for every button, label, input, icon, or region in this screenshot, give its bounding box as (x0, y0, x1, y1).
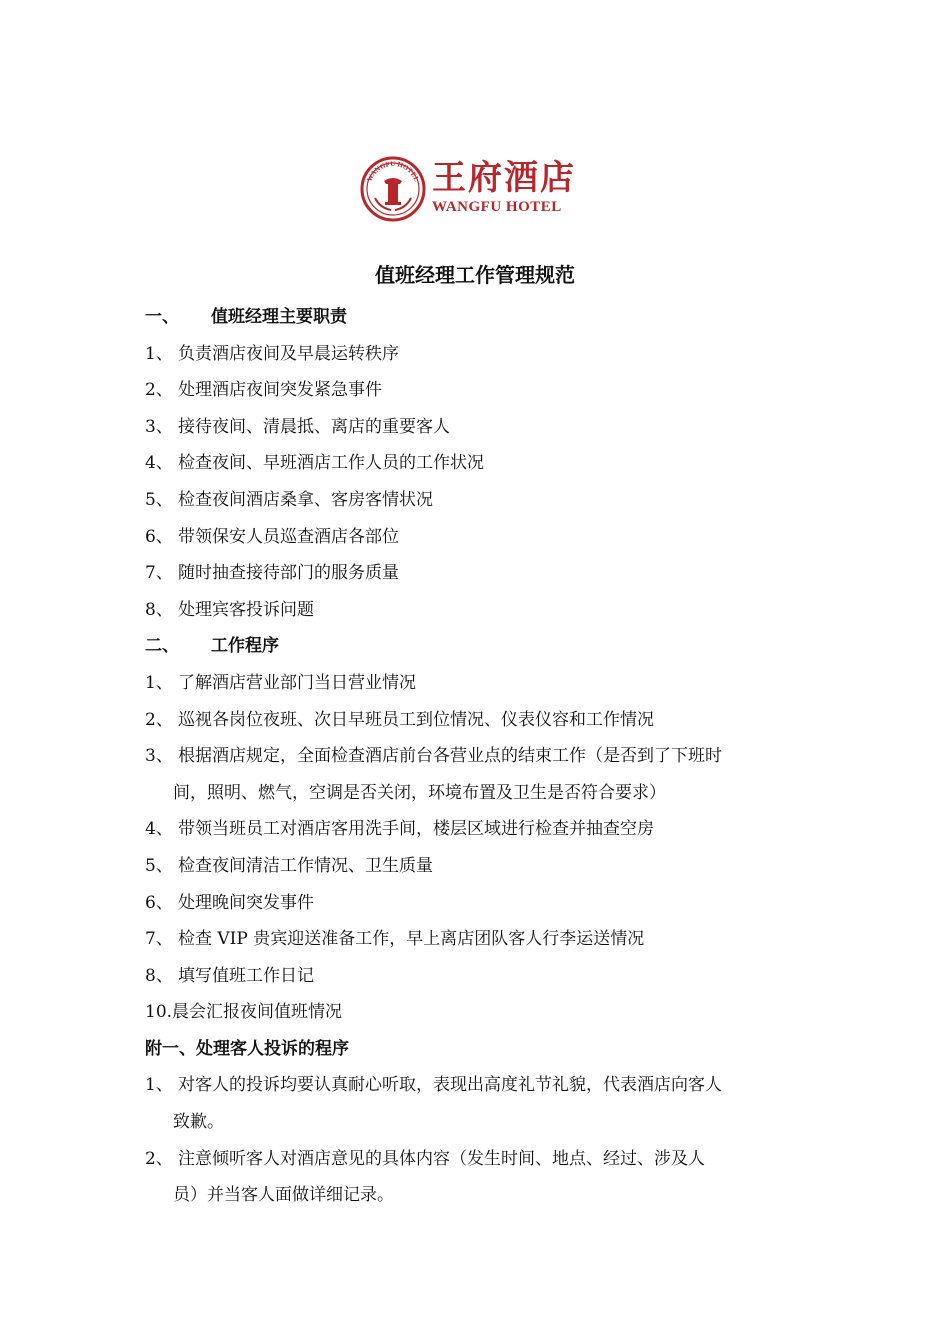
hotel-logo (360, 156, 590, 222)
list-item (145, 921, 810, 958)
item-text-continued: 间，照明、燃气，空调是否关闭，环境布置及卫生是否符合要求） (173, 782, 666, 803)
item-text: 根据酒店规定，全面检查酒店前台各营业点的结束工作（是否到了下班时 (178, 746, 722, 767)
list-item (145, 738, 810, 811)
seal-text: WANGFU HOTEL (365, 159, 421, 183)
item-number: 8、 (145, 965, 173, 986)
seal-emblem-icon (360, 156, 426, 222)
item-text: 处理宾客投诉问题 (178, 599, 314, 620)
item-number: 2、 (145, 1148, 173, 1169)
item-number: 3、 (145, 746, 173, 767)
item-text: 了解酒店营业部门当日营业情况 (178, 672, 416, 693)
item-text: 对客人的投诉均要认真耐心听取，表现出高度礼节礼貌，代表酒店向客人 (178, 1075, 722, 1096)
section-number: 一、 (145, 307, 179, 327)
item-text: 填写值班工作日记 (178, 965, 314, 986)
item-number: 7、 (145, 563, 173, 584)
item-number: 1、 (145, 343, 173, 364)
list-item (145, 1067, 810, 1140)
list-item (145, 519, 810, 556)
item-number: 6、 (145, 892, 173, 913)
appendix-heading: 附一、处理客人投诉的程序 (145, 1038, 349, 1059)
item-text: 检查夜间酒店桑拿、客房客情状况 (178, 489, 433, 510)
item-text: 带领保安人员巡查酒店各部位 (178, 526, 399, 547)
item-text: 处理酒店夜间突发紧急事件 (178, 380, 382, 401)
logo-chinese-name: 王府酒店 (432, 158, 576, 198)
item-text: 巡视各岗位夜班、次日早班员工到位情况、仪表仪容和工作情况 (178, 709, 654, 730)
item-text-continued: 致歉。 (173, 1112, 224, 1133)
list-item (145, 592, 810, 629)
list-item-first-line (145, 1067, 810, 1104)
item-number: 4、 (145, 453, 173, 474)
item-number: 1、 (145, 672, 173, 693)
item-number: 2、 (145, 380, 173, 401)
item-text: 检查夜间清洁工作情况、卫生质量 (178, 855, 433, 876)
list-item (145, 555, 810, 592)
item-text: 接待夜间、清晨抵、离店的重要客人 (178, 416, 450, 437)
logo-english-name: WANGFU HOTEL (432, 199, 562, 215)
item-text: 处理晚间突发事件 (178, 892, 314, 913)
item-number: 6、 (145, 526, 173, 547)
item-text: 带领当班员工对酒店客用洗手间，楼层区域进行检查并抽查空房 (178, 819, 654, 840)
item-text: 检查夜间、早班酒店工作人员的工作状况 (178, 453, 484, 474)
section-heading (145, 628, 810, 665)
list-item (145, 336, 810, 373)
item-number: 10. (145, 1002, 173, 1023)
section-number: 二、 (145, 636, 179, 657)
list-item (145, 372, 810, 409)
list-item (145, 482, 810, 519)
list-item (145, 409, 810, 446)
item-text: 负责酒店夜间及早晨运转秩序 (178, 343, 399, 364)
list-item (145, 958, 810, 995)
item-number: 1、 (145, 1075, 173, 1096)
section-heading (145, 299, 810, 336)
list-item (145, 885, 810, 922)
list-item (145, 848, 810, 885)
document-title: 值班经理工作管理规范 (375, 263, 575, 287)
document-body (145, 299, 810, 1214)
list-item (145, 1141, 810, 1214)
item-number: 2、 (145, 709, 173, 730)
section-label: 值班经理主要职责 (211, 307, 347, 327)
item-number: 5、 (145, 855, 173, 876)
item-text: 随时抽查接待部门的服务质量 (178, 563, 399, 584)
item-text: 晨会汇报夜间值班情况 (172, 1002, 343, 1023)
list-item (145, 994, 810, 1031)
list-item (145, 665, 810, 702)
list-item (145, 445, 810, 482)
item-text-continued: 员）并当客人面做详细记录。 (173, 1185, 394, 1206)
list-item-first-line (145, 1141, 810, 1178)
item-text: 注意倾听客人对酒店意见的具体内容（发生时间、地点、经过、涉及人 (178, 1148, 705, 1169)
item-number: 5、 (145, 489, 173, 510)
section-label: 工作程序 (211, 636, 279, 657)
item-text: 检查 VIP 贵宾迎送准备工作，早上离店团队客人行李运送情况 (178, 929, 645, 950)
item-number: 8、 (145, 599, 173, 620)
list-item (145, 702, 810, 739)
item-number: 7、 (145, 929, 173, 950)
list-item (145, 811, 810, 848)
item-number: 3、 (145, 416, 173, 437)
list-item-first-line (145, 738, 810, 775)
item-number: 4、 (145, 819, 173, 840)
